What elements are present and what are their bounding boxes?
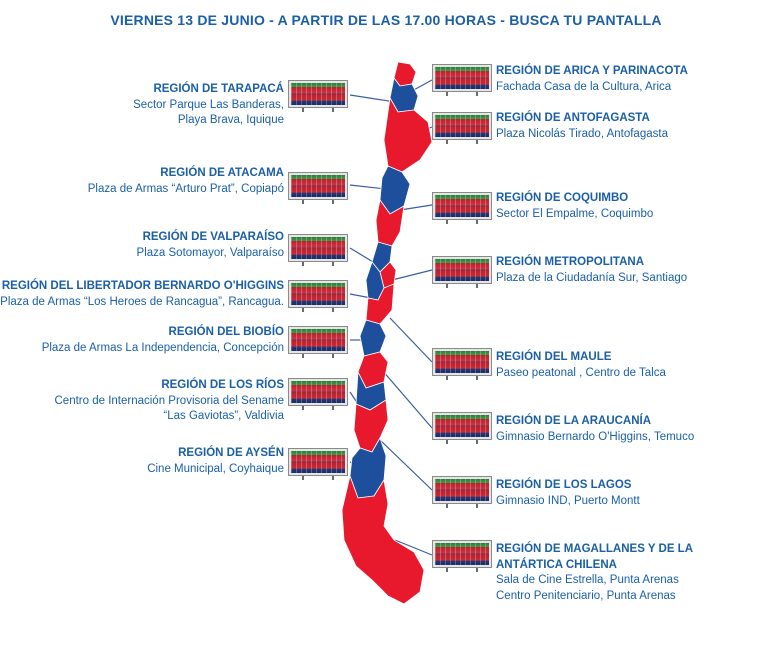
- region-name: REGIÓN METROPOLITANA: [496, 256, 645, 268]
- billboard-antofagasta: [432, 112, 492, 144]
- region-label-metropolitana: [496, 255, 766, 286]
- region-label-biobio: [0, 325, 284, 356]
- billboard-biobio: [288, 326, 348, 358]
- billboard-magallanes: [432, 540, 492, 572]
- region-label-coquimbo: [496, 191, 766, 222]
- region-place: Plaza Sotomayor, Valparaíso: [136, 246, 284, 259]
- billboard-metropolitana: [432, 256, 492, 288]
- region-place: Plaza de la Ciudadanía Sur, Santiago: [496, 271, 688, 284]
- region-label-valparaiso: [0, 230, 284, 261]
- region-place: Plaza Nicolás Tirado, Antofagasta: [496, 127, 668, 140]
- region-place: Sector Parque Las Banderas, Playa Brava, Iquique: [133, 98, 284, 126]
- region-place: Plaza de Armas La Independencia, Concepción: [41, 341, 284, 354]
- region-place: Plaza de Armas “Los Heroes de Rancagua”, Rancagua.: [0, 295, 284, 308]
- region-name: REGIÓN DEL LIBERTADOR BERNARDO O'HIGGINS: [1, 280, 284, 292]
- page-title: VIERNES 13 DE JUNIO - A PARTIR DE LAS 17.00 HORAS - BUSCA TU PANTALLA: [110, 12, 662, 28]
- billboard-valparaiso: [288, 234, 348, 266]
- leader-araucania: [382, 370, 432, 428]
- region-label-arica: [496, 64, 766, 95]
- region-label-tarapaca: [0, 82, 284, 129]
- region-shape-magallanes: [342, 476, 424, 604]
- region-name: REGIÓN DEL MAULE: [496, 351, 612, 363]
- billboard-coquimbo: [432, 192, 492, 224]
- billboard-loslagos: [432, 476, 492, 508]
- region-name: REGIÓN DE LOS RÍOS: [161, 379, 284, 391]
- region-name: REGIÓN DE VALPARAÍSO: [142, 231, 284, 243]
- leader-tarapaca: [350, 95, 395, 102]
- region-place: Gimnasio Bernardo O'Higgins, Temuco: [496, 430, 695, 443]
- region-name: REGIÓN DEL BIOBÍO: [168, 326, 284, 338]
- billboard-tarapaca: [288, 80, 348, 112]
- region-label-antofagasta: [496, 111, 766, 142]
- leader-coquimbo: [400, 205, 432, 210]
- region-place: Sector El Empalme, Coquimbo: [496, 207, 654, 220]
- region-place: Sala de Cine Estrella, Punta Arenas Centro Penitenciario, Punta Arenas: [496, 574, 679, 602]
- region-place: Paseo peatonal , Centro de Talca: [496, 366, 666, 379]
- region-place: Centro de Internación Provisoria del Sename “Las Gaviotas”, Valdivia: [54, 394, 284, 422]
- region-label-ohiggins: [0, 279, 284, 310]
- region-name: REGIÓN DE ARICA Y PARINACOTA: [496, 65, 688, 77]
- region-label-aysen: [0, 446, 284, 477]
- region-label-losrios: [0, 378, 284, 425]
- billboard-maule: [432, 348, 492, 380]
- region-label-atacama: [0, 166, 284, 197]
- region-name: REGIÓN DE ANTOFAGASTA: [496, 112, 650, 124]
- leader-metropolitana: [392, 270, 432, 280]
- billboard-losrios: [288, 378, 348, 410]
- region-name: REGIÓN DE MAGALLANES Y DE LA ANTÁRTICA CHILENA: [496, 543, 694, 571]
- billboard-atacama: [288, 172, 348, 204]
- region-label-magallanes: [496, 542, 766, 604]
- billboard-ohiggins: [288, 280, 348, 312]
- region-label-loslagos: [496, 478, 766, 509]
- region-name: REGIÓN DE LA ARAUCANÍA: [496, 415, 652, 427]
- region-label-maule: [496, 350, 766, 381]
- chile-regions: [342, 62, 432, 604]
- region-name: REGIÓN DE AYSÉN: [178, 447, 284, 459]
- region-name: REGIÓN DE COQUIMBO: [496, 192, 629, 204]
- region-place: Fachada Casa de la Cultura, Arica: [496, 80, 672, 93]
- region-place: Plaza de Armas “Arturo Prat”, Copiapó: [87, 182, 284, 195]
- region-name: REGIÓN DE LOS LAGOS: [496, 479, 632, 491]
- region-label-araucania: [496, 414, 766, 445]
- region-shape-biobio: [360, 320, 386, 356]
- leader-loslagos: [380, 440, 432, 490]
- billboard-arica: [432, 64, 492, 96]
- leader-maule: [390, 318, 432, 362]
- region-name: REGIÓN DE TARAPACÁ: [153, 83, 284, 95]
- billboard-aysen: [288, 448, 348, 480]
- region-place: Cine Municipal, Coyhaique: [147, 462, 284, 475]
- region-place: Gimnasio IND, Puerto Montt: [496, 494, 640, 507]
- billboard-araucania: [432, 412, 492, 444]
- region-name: REGIÓN DE ATACAMA: [160, 167, 284, 179]
